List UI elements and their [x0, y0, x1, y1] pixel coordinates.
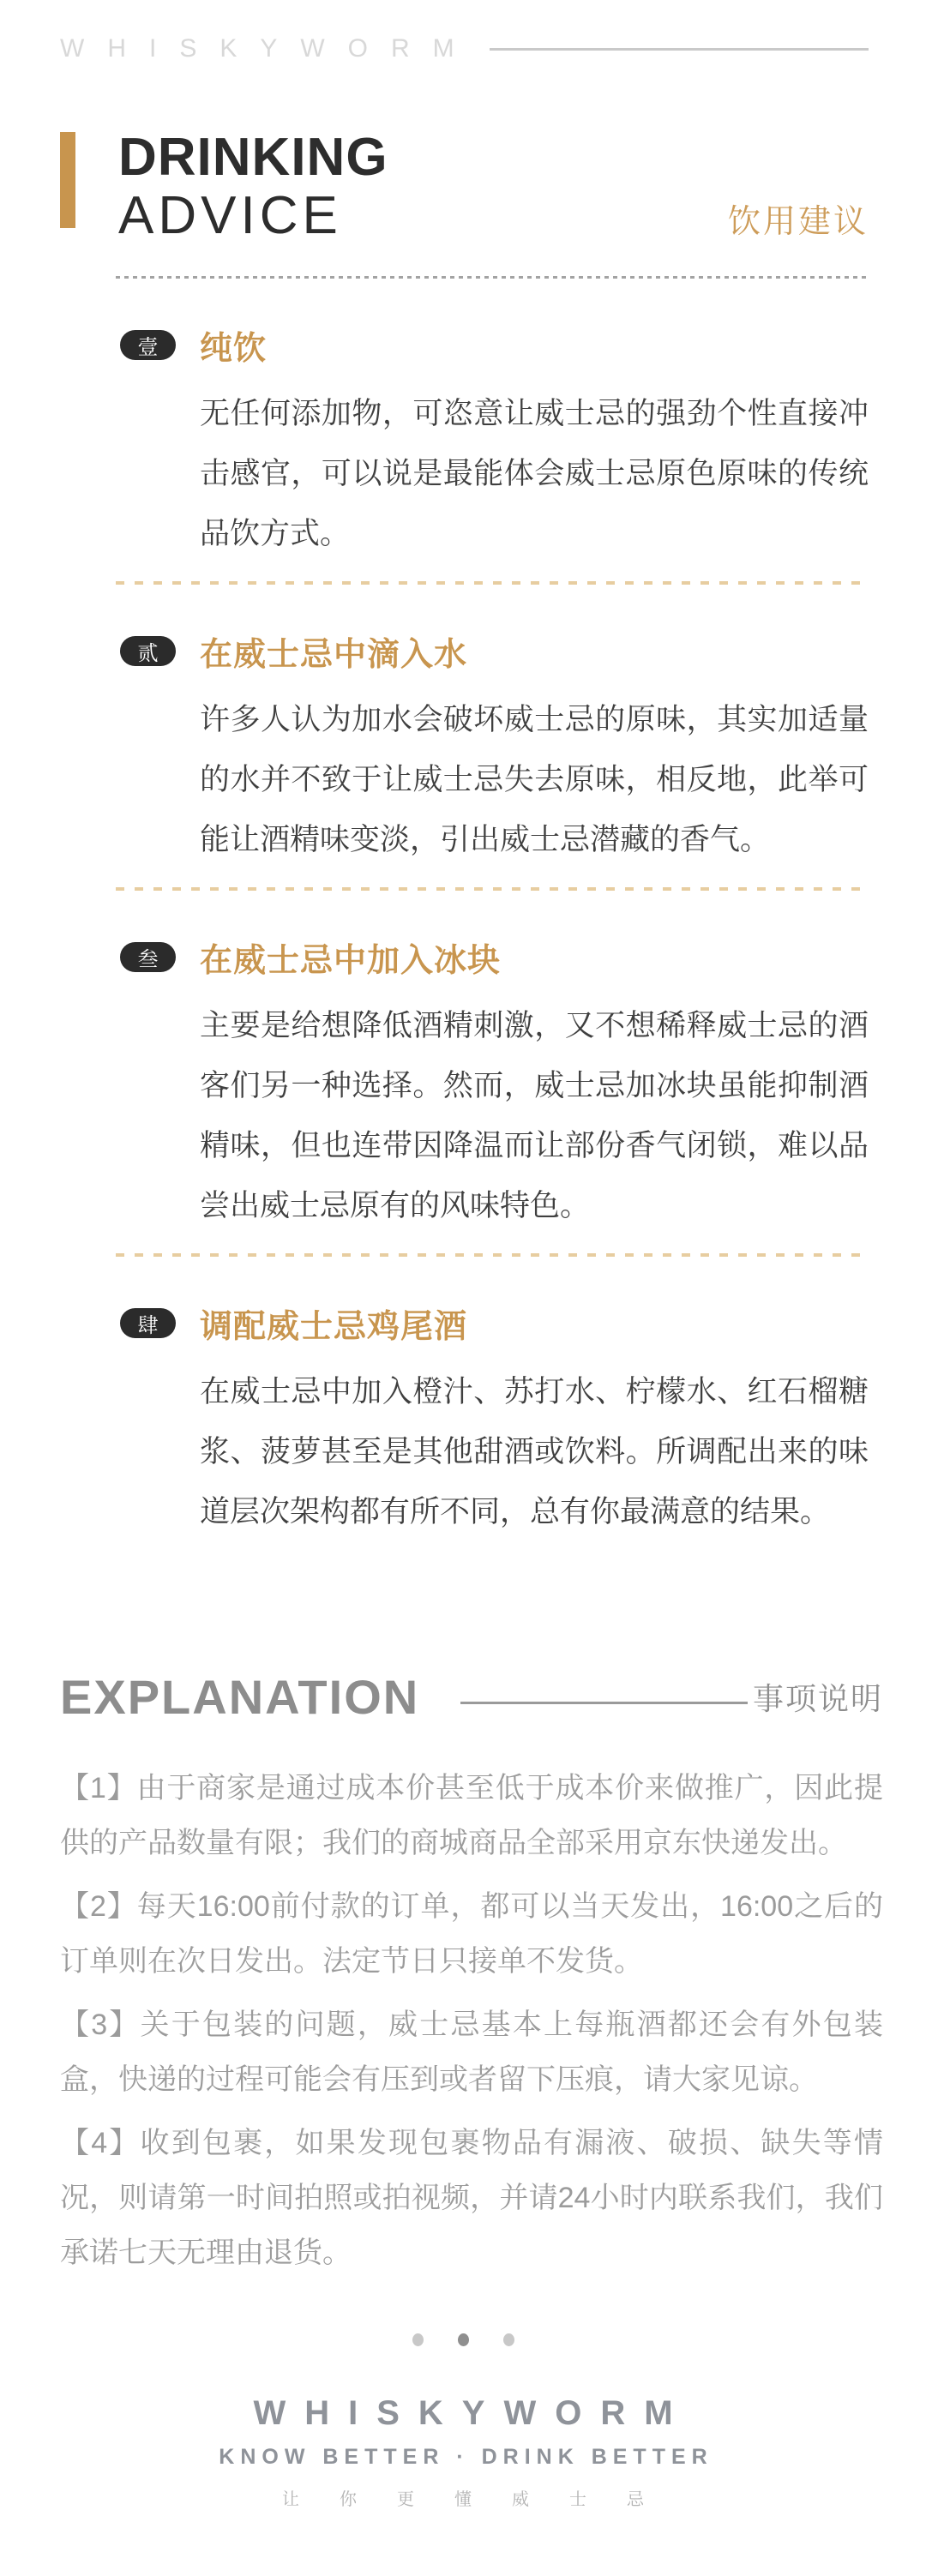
- number-badge: 叁: [120, 942, 176, 972]
- advice-head: [120, 934, 869, 981]
- section-title-block: [60, 128, 869, 245]
- advice-section-3: [120, 934, 869, 1236]
- advice-section-2: [120, 627, 869, 870]
- brand-top-text: WHISKYWORM: [60, 34, 478, 63]
- advice-body: 无任何添加物，可恣意让威士忌的强劲个性直接冲击感官，可以说是最能体会威士忌原色原味的传统品饮方式。: [200, 397, 869, 550]
- advice-head: [120, 321, 869, 369]
- advice-head: [120, 627, 869, 675]
- advice-title: 纯饮: [200, 331, 268, 367]
- explanation-item-4: 【4】收到包裹，如果发现包裹物品有漏液、破损、缺失等情况，则请第一时间拍照或拍视频，并请24小时内联系我们，我们承诺七天无理由退货。: [60, 2127, 883, 2269]
- pagination-dot-1[interactable]: [412, 2333, 424, 2346]
- pagination-dot-2-active[interactable]: [458, 2333, 469, 2346]
- page-title-chinese: 饮用建议: [727, 204, 869, 240]
- explanation-item-3: 【3】关于包装的问题，威士忌基本上每瓶酒都还会有外包装盒，快递的过程可能会有压到或者留下压痕，请大家见谅。: [60, 2009, 883, 2096]
- advice-section-1: [120, 321, 869, 564]
- pagination-dot-3[interactable]: [503, 2333, 514, 2346]
- brand-bar: [0, 0, 926, 63]
- number-badge: 贰: [120, 636, 176, 666]
- advice-title: 调配威士忌鸡尾酒: [200, 1309, 468, 1345]
- page-title-line1: DRINKING: [118, 128, 388, 187]
- dotted-divider-gray: [116, 276, 868, 279]
- title-accent-bar: [60, 132, 75, 228]
- footer: [0, 2394, 926, 2510]
- advice-head: [120, 1300, 869, 1347]
- advice-body: 主要是给想降低酒精刺激，又不想稀释威士忌的酒客们另一种选择。然而，威士忌加冰块虽能抑制酒精味，但也连带因降温而让部份香气闭锁，难以品尝出威士忌原有的风味特色。: [200, 1009, 869, 1222]
- page-title-line2: ADVICE: [118, 186, 342, 245]
- number-badge: 壹: [120, 330, 176, 360]
- explanation-header: [60, 1669, 883, 1725]
- pagination-dots: [0, 2333, 926, 2346]
- title-lines: [118, 128, 388, 245]
- advice-body: 在威士忌中加入橙汁、苏打水、柠檬水、红石榴糖浆、菠萝甚至是其他甜酒或饮料。所调配出来的味道层次架构都有所不同，总有你最满意的结果。: [200, 1375, 869, 1528]
- advice-section-4: [120, 1300, 869, 1542]
- advice-body: 许多人认为加水会破坏威士忌的原味，其实加适量的水并不致于让威士忌失去原味，相反地，此举可能让酒精味变淡，引出威士忌潜藏的香气。: [200, 703, 869, 856]
- footer-slogan-chinese: 让你更懂威士忌: [282, 2490, 684, 2509]
- explanation-title-chinese: 事项说明: [752, 1681, 883, 1716]
- dotted-divider-gold: [116, 581, 868, 585]
- explanation-title: EXPLANATION: [60, 1670, 420, 1724]
- footer-slogan-en: KNOW BETTER · DRINK BETTER: [219, 2445, 713, 2469]
- dotted-divider-gold: [116, 1253, 868, 1257]
- number-badge: 肆: [120, 1308, 176, 1338]
- advice-title: 在威士忌中滴入水: [200, 637, 468, 673]
- explanation-item-1: 【1】由于商家是通过成本价甚至低于成本价来做推广，因此提供的产品数量有限；我们的商城商品全部采用京东快递发出。: [60, 1772, 883, 1859]
- explanation-item-2: 【2】每天16:00前付款的订单，都可以当天发出，16:00之后的订单则在次日发出。法定节日只接单不发货。: [60, 1890, 883, 1978]
- advice-title: 在威士忌中加入冰块: [200, 943, 502, 979]
- brand-top-line: [490, 48, 869, 51]
- footer-brand: WHISKYWORM: [253, 2394, 692, 2432]
- explanation-section: [60, 1669, 883, 2280]
- explanation-underline: [460, 1702, 748, 1704]
- dotted-divider-gold: [116, 887, 868, 891]
